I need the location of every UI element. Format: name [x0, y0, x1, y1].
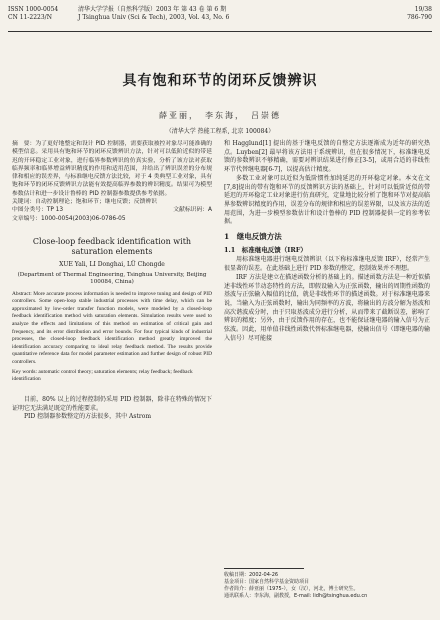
paper-authors: 薛亚丽， 李东海， 吕崇德 — [159, 111, 281, 120]
footnote-block — [224, 572, 430, 600]
right-column — [224, 140, 430, 343]
article-number: 文章编号：1000-0054(2003)06-0786-05 — [12, 215, 126, 222]
intro-paragraph-3: 和 Hagglund[1] 提出的基于继电反馈的自整定方法逐渐成为近年的研究热点。Luyben[2] 最早将该方法用于系统辨识，但在很多情况下，标准继电反馈的参数辨识不够精确，需要对辨识结果进行修正[3-5]，或用合适的非线性环节代替继电器[6-7]，以提高估计精度。 — [224, 140, 430, 174]
fund-info: 基金项目：国家自然科学基金资助项目 — [224, 579, 310, 585]
subsection-heading-1-1: 1.1 标准继电反馈（IRF） — [224, 245, 307, 254]
intro-paragraph-2: PID 控制器参数整定的方法很多，其中 Astrom — [24, 413, 152, 421]
left-column — [12, 140, 212, 422]
contact-info: 通讯联系人：李东海，副教授，E-mail: lidh@tsinghua.edu.cn — [224, 593, 368, 599]
body-paragraph-2: IRF 方法是建立在描述函数分析的基础上的。描述函数方法是一种近似描述非线性环节动态特性的方法，即假设输入为正弦函数，输出的周期性函数的基波与正弦输入幅值的比值，就是非线性环节的描述函数。对于标准继电器来说，当输入为正弦函数时，输出为同频率的方波，将输出的方波分解为基波和高次谐波成分时，由于只取基波成分进行分析，从而带来了截断误差，影响了辨识的精度；另外，由于反馈作用的存在，也不能保证继电器的输入信号为正弦波。因此，用单值非线性函数代替标准继电器，使输出信号（即继电器的输入信号）尽可能接 — [224, 273, 430, 342]
classification-line — [12, 206, 212, 214]
english-title: Close-loop feedback identification with saturation elements — [32, 236, 192, 256]
doc-code: 文献标识码：A — [173, 207, 212, 214]
keywords-cn: 关键词：自动控制理论；饱和环节；继电反馈；反馈辨识 — [12, 199, 157, 206]
english-affiliation: (Department of Thermal Engineering, Tsinghua University, Beijing 100084, China) — [17, 271, 207, 286]
intro-paragraph-4: 多数工业对象可以近似为低阶惯性加纯延迟的开环稳定对象。本文在文[7,8]提出的带有饱和环节的反馈辨识方法的基础上，针对可以低阶近似的带延迟的开环稳定工业对象进行仿真研究，定量地比较分析了饱和环节对提高临界参数辨识精度的作用，误差分布的规律和相应的误差界限，以及该方法的适用范围，为进一步模型参数估计和设计鲁棒的 PID 控制器提供一定的参考依据。 — [224, 174, 430, 226]
author-bio: 作者简介：薛亚丽（1975-），女（汉），河北，博士研究生。 — [224, 586, 359, 592]
page-index: 19/38 — [414, 6, 432, 13]
journal-block — [78, 6, 229, 22]
section-heading-1: 1 继电反馈方法 — [224, 232, 282, 242]
footnote-rule — [224, 568, 304, 569]
intro-paragraph-1: 目前，80% 以上的过程控制仍采用 PID 控制器，除非在特殊的情况下证明它无法满足既定的性能要求。 — [12, 395, 212, 412]
header-rule — [8, 31, 432, 32]
running-header — [8, 6, 432, 32]
issn-block — [8, 6, 58, 22]
issn: ISSN 1000-0054 — [8, 6, 59, 13]
journal-name-cn: 清华大学学报（自然科学版）2003 年 第 43 卷 第 6 期 — [78, 6, 227, 13]
abstract-cn: 摘 要：为了更好地整定和设计 PID 控制器，需要获取被控对象尽可能准确的模型信息。采用具有饱和环节的闭环反馈辨识方法，针对可以低阶近似的带延迟的开环稳定工业对象，进行临界参数辨识的仿真实验，分析了该方法对获取临界频率和临界增益辨识精度的作用和适用范围，并给出了辨识误差的分布规律和相应的误差界，与标准继电反馈方法比较，对于 4 类典型工业对象，具有饱和环节的闭环反馈辨识方法能有效提高临界参数的辨识精度。结果可为模型参数估计和进一步设计鲁棒的 PID 控制器参数提供参考依据。 — [12, 141, 212, 197]
page-block — [407, 6, 432, 22]
journal-name-en: J Tsinghua Univ (Sci & Tech), 2003, Vol. 43, No. 6 — [78, 14, 230, 21]
clc-number: 中图分类号：TP 13 — [12, 207, 64, 214]
english-keywords: Key words: automatic control theory; saturation elements; relay feedback; feedback identification — [12, 368, 193, 383]
english-authors: XUE Yali, LI Donghai, LÜ Chongde — [59, 260, 165, 268]
page-range: 786-790 — [407, 14, 432, 21]
body-paragraph-1: 用标准继电器进行继电反馈辨识（以下称标准继电反馈 IRF），经常产生很显著的误差。在此基础上进行 PID 参数的整定，控制效果并不理想。 — [224, 256, 430, 273]
paper-affiliation: （清华大学 热能工程系, 北京 100084） — [165, 128, 275, 135]
paper-title: 具有饱和环节的闭环反馈辨识 — [122, 73, 318, 89]
received-date: 收稿日期：2002-04-26 — [224, 572, 279, 578]
cn-number: CN 11-2223/N — [8, 14, 52, 21]
english-abstract: Abstract: More accurate process information is needed to improve tuning and design of PID controllers. Some open-loop stable industrial processes with time delay, which can be approximated by low-order transfer function models, were modeled by a closed-loop feedback identification method with saturation elements. Simulation results were used to analyze the effects and limitations of this method on estimation of critical gain and frequency, and its error distribution and error bounds. For four typical kinds of industrial processes, the closed-loop feedback identification method greatly improved the identification accuracy comparing to ideal relay feedback method. The results provide quantitative reference data for model parameter estimation and further design of robust PID controllers. — [12, 290, 212, 366]
